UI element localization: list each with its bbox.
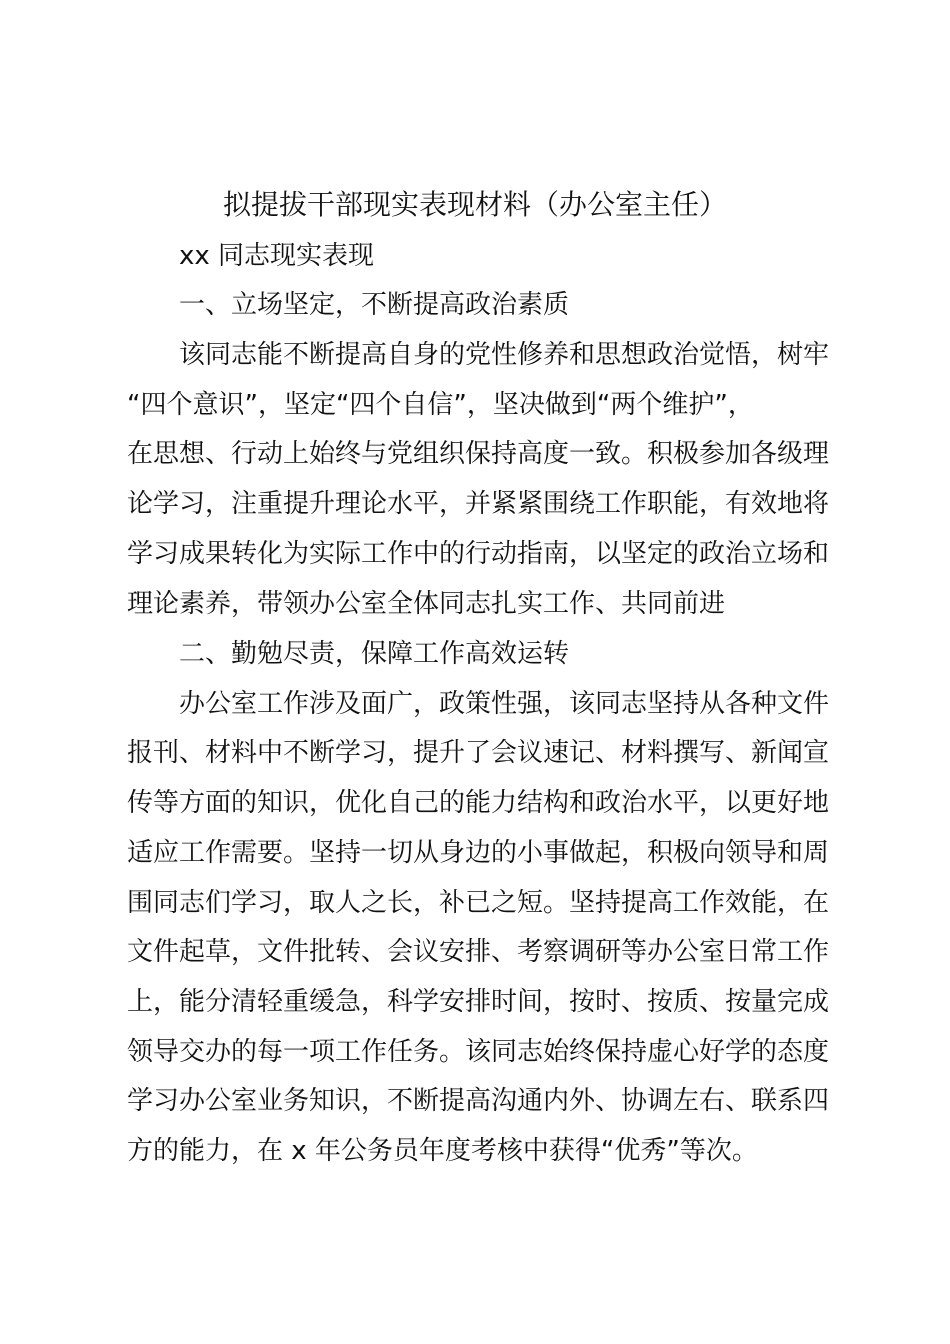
section2-line: 围同志们学习，取人之长，补已之短。坚持提高工作效能，在 bbox=[127, 888, 830, 918]
section2-line: 文件起草，文件批转、会议安排、考察调研等办公室日常工作 bbox=[127, 937, 830, 967]
document-title: 拟提拔干部现实表现材料（办公室主任） bbox=[222, 188, 727, 221]
section1-heading: 一、立场坚定，不断提高政治素质 bbox=[179, 290, 570, 320]
section2-line: 学习办公室业务知识，不断提高沟通内外、协调左右、联系四 bbox=[127, 1086, 830, 1116]
section1-line: “四个意识”，坚定“四个自信”，坚决做到“两个维护”， bbox=[127, 390, 754, 420]
section2-line: 报刊、材料中不断学习，提升了会议速记、材料撰写、新闻宣 bbox=[127, 738, 830, 768]
section2-line: 传等方面的知识，优化自己的能力结构和政治水平，以更好地 bbox=[127, 788, 830, 818]
section1-line: 该同志能不断提高自身的党性修养和思想政治觉悟，树牢 bbox=[179, 340, 830, 370]
section2-line: 领导交办的每一项工作任务。该同志始终保持虚心好学的态度 bbox=[127, 1037, 830, 1067]
section1-line: 论学习，注重提升理论水平，并紧紧围绕工作职能，有效地将 bbox=[127, 489, 830, 519]
section2-line: 适应工作需要。坚持一切从身边的小事做起，积极向领导和周 bbox=[127, 838, 830, 868]
section1-line: 学习成果转化为实际工作中的行动指南，以坚定的政治立场和 bbox=[127, 539, 830, 569]
section2-line: 办公室工作涉及面广，政策性强，该同志坚持从各种文件 bbox=[179, 689, 830, 719]
section2-line: 方的能力，在 x 年公务员年度考核中获得“优秀”等次。 bbox=[127, 1136, 758, 1166]
section2-line: 上，能分清轻重缓急，科学安排时间，按时、按质、按量完成 bbox=[127, 987, 830, 1017]
section1-line: 理论素养，带领办公室全体同志扎实工作、共同前进 bbox=[127, 589, 726, 619]
section1-line: 在思想、行动上始终与党组织保持高度一致。积极参加各级理 bbox=[127, 439, 830, 469]
subtitle: xx 同志现实表现 bbox=[179, 241, 375, 271]
section2-heading: 二、勤勉尽责，保障工作高效运转 bbox=[179, 639, 570, 669]
